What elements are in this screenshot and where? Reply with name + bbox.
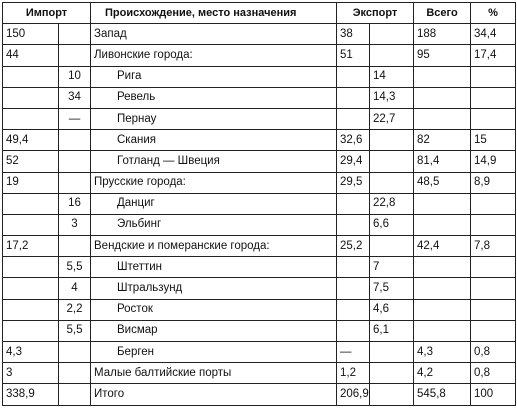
table-row [3,342,516,363]
header-origin: Происхождение, место назначения [91,3,337,24]
export-sub-cell [370,172,414,193]
total-cell: 48,5 [414,172,471,193]
total-cell: 4,2 [414,363,471,384]
export-main-cell: 29,4 [337,151,370,172]
export-sub-cell [370,363,414,384]
total-cell [414,214,471,235]
import-sub-cell: 16 [59,193,91,214]
table-row [3,214,516,235]
origin-cell: Скания [91,130,337,151]
export-sub-cell: 14 [370,66,414,87]
percent-cell [471,87,516,108]
header-row [3,3,516,24]
export-sub-cell [370,384,414,405]
import-main-cell [3,108,59,129]
percent-cell: 14,9 [471,151,516,172]
table-row [3,363,516,384]
export-main-cell [337,299,370,320]
export-main-cell: 25,2 [337,236,370,257]
origin-cell: Висмар [91,320,337,341]
percent-cell [471,320,516,341]
import-main-cell: 3 [3,363,59,384]
table-row [3,151,516,172]
origin-cell: Вендские и померанские города: [91,236,337,257]
export-sub-cell [370,24,414,45]
percent-cell: 8,9 [471,172,516,193]
export-main-cell: 32,6 [337,130,370,151]
table-row [3,384,516,405]
percent-cell [471,278,516,299]
table-row [3,236,516,257]
header-import: Импорт [3,3,91,24]
export-sub-cell [370,130,414,151]
origin-cell: Росток [91,299,337,320]
percent-cell: 0,8 [471,363,516,384]
import-sub-cell: — [59,108,91,129]
percent-cell [471,193,516,214]
total-cell: 81,4 [414,151,471,172]
percent-cell: 17,4 [471,45,516,66]
import-main-cell: 4,3 [3,342,59,363]
total-cell: 4,3 [414,342,471,363]
header-percent: % [471,3,516,24]
percent-cell [471,108,516,129]
import-main-cell: 17,2 [3,236,59,257]
percent-cell [471,214,516,235]
total-cell [414,320,471,341]
import-sub-cell: 10 [59,66,91,87]
export-main-cell [337,193,370,214]
export-main-cell: 206,9 [337,384,370,405]
import-main-cell [3,278,59,299]
total-cell [414,108,471,129]
total-cell: 95 [414,45,471,66]
import-main-cell [3,257,59,278]
table-body [3,24,516,405]
import-main-cell: 44 [3,45,59,66]
export-main-cell: 38 [337,24,370,45]
export-sub-cell: 22,8 [370,193,414,214]
percent-cell: 34,4 [471,24,516,45]
origin-cell: Берген [91,342,337,363]
origin-cell: Малые балтийские порты [91,363,337,384]
import-sub-cell [59,236,91,257]
origin-cell: Штральзунд [91,278,337,299]
import-sub-cell [59,342,91,363]
export-sub-cell: 14,3 [370,87,414,108]
import-sub-cell: 5,5 [59,257,91,278]
export-main-cell: — [337,342,370,363]
table-row [3,24,516,45]
table-row [3,299,516,320]
import-main-cell [3,87,59,108]
total-cell [414,299,471,320]
total-cell [414,257,471,278]
import-sub-cell [59,363,91,384]
export-sub-cell [370,342,414,363]
export-main-cell [337,320,370,341]
table-row [3,320,516,341]
export-sub-cell [370,236,414,257]
origin-cell: Прусские города: [91,172,337,193]
table-row [3,172,516,193]
percent-cell: 0,8 [471,342,516,363]
percent-cell: 7,8 [471,236,516,257]
total-cell [414,87,471,108]
export-sub-cell [370,151,414,172]
export-main-cell [337,257,370,278]
origin-cell: Итого [91,384,337,405]
import-sub-cell [59,24,91,45]
import-main-cell: 19 [3,172,59,193]
export-sub-cell [370,45,414,66]
table-row [3,87,516,108]
table-row [3,193,516,214]
export-main-cell [337,66,370,87]
export-sub-cell: 22,7 [370,108,414,129]
export-main-cell [337,87,370,108]
export-main-cell: 29,5 [337,172,370,193]
origin-cell: Готланд — Швеция [91,151,337,172]
total-cell: 82 [414,130,471,151]
origin-cell: Данциг [91,193,337,214]
export-sub-cell: 7 [370,257,414,278]
import-sub-cell [59,151,91,172]
origin-cell: Ливонские города: [91,45,337,66]
origin-cell: Ревель [91,87,337,108]
import-sub-cell [59,384,91,405]
table-row [3,130,516,151]
total-cell: 188 [414,24,471,45]
import-sub-cell: 3 [59,214,91,235]
import-sub-cell: 2,2 [59,299,91,320]
origin-cell: Рига [91,66,337,87]
export-main-cell [337,214,370,235]
import-sub-cell: 5,5 [59,320,91,341]
export-main-cell [337,278,370,299]
table-row [3,108,516,129]
total-cell: 545,8 [414,384,471,405]
import-main-cell: 52 [3,151,59,172]
header-total: Всего [414,3,471,24]
export-main-cell: 1,2 [337,363,370,384]
origin-cell: Запад [91,24,337,45]
export-main-cell [337,108,370,129]
origin-cell: Штеттин [91,257,337,278]
percent-cell: 100 [471,384,516,405]
import-sub-cell [59,45,91,66]
import-main-cell: 338,9 [3,384,59,405]
export-sub-cell: 7,5 [370,278,414,299]
table-row [3,66,516,87]
total-cell [414,193,471,214]
table-row [3,257,516,278]
export-sub-cell: 4,6 [370,299,414,320]
total-cell: 42,4 [414,236,471,257]
total-cell [414,66,471,87]
origin-cell: Пернау [91,108,337,129]
export-sub-cell: 6,6 [370,214,414,235]
import-sub-cell: 34 [59,87,91,108]
import-main-cell [3,214,59,235]
export-sub-cell: 6,1 [370,320,414,341]
percent-cell [471,299,516,320]
export-main-cell: 51 [337,45,370,66]
header-export: Экспорт [337,3,414,24]
import-sub-cell [59,172,91,193]
import-main-cell [3,66,59,87]
percent-cell: 15 [471,130,516,151]
percent-cell [471,257,516,278]
import-main-cell [3,320,59,341]
origin-cell: Эльбинг [91,214,337,235]
import-main-cell: 150 [3,24,59,45]
import-main-cell: 49,4 [3,130,59,151]
table-row [3,278,516,299]
table-row [3,45,516,66]
import-sub-cell: 4 [59,278,91,299]
percent-cell [471,66,516,87]
trade-table [2,2,516,406]
import-sub-cell [59,130,91,151]
total-cell [414,278,471,299]
import-main-cell [3,299,59,320]
import-main-cell [3,193,59,214]
